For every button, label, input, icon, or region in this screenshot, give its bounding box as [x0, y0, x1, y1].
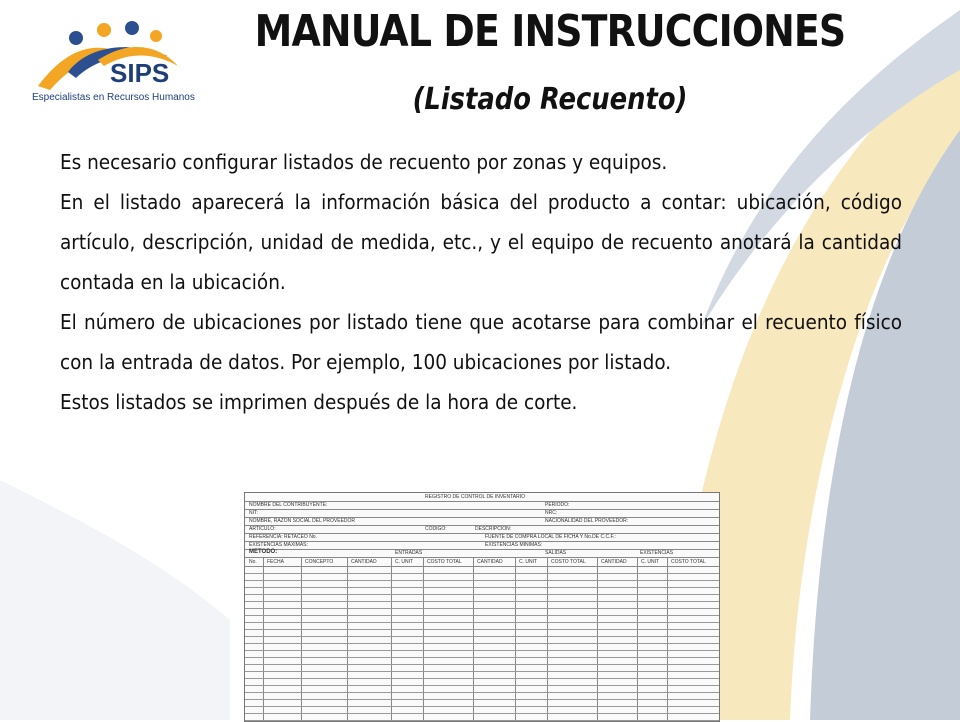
- form-field-label: FUENTE DE COMPRA LOCAL DE FICHA Y No.DE C.C.F.:: [485, 534, 616, 540]
- form-field-label: EXISTENCIAS MINIMAS:: [485, 542, 543, 548]
- grid-column-line: [473, 557, 474, 722]
- grid-column-line: [667, 557, 668, 722]
- form-field-label: CODIGO:: [425, 526, 447, 532]
- grid-row-line: [245, 622, 719, 623]
- form-title: REGISTRO DE CONTROL DE INVENTARIO: [425, 494, 526, 500]
- grid-row-line: [245, 643, 719, 644]
- paragraph: Estos listados se imprimen después de la hora de corte.: [60, 390, 578, 414]
- form-field-label: NOMBRE, RAZON SOCIAL DEL PROVEEDOR: [249, 518, 356, 524]
- grid-row-line: [245, 650, 719, 651]
- grid-row-line: [245, 664, 719, 665]
- grid-row-line: [245, 580, 719, 581]
- grid-column-line: [301, 557, 302, 722]
- form-field-label: DESCRIPCION:: [475, 526, 512, 532]
- grid-row-line: [245, 615, 719, 616]
- form-column-header: COSTO TOTAL: [427, 559, 462, 565]
- form-column-header-row: [245, 557, 719, 567]
- form-group-label: SALIDAS: [545, 550, 567, 556]
- form-column-header: CANTIDAD: [477, 559, 503, 565]
- form-column-header: C. UNIT: [519, 559, 538, 565]
- grid-row-line: [245, 671, 719, 672]
- logo-tagline: Especialistas en Recursos Humanos: [32, 92, 195, 103]
- form-metodo-label: METODO:: [249, 549, 278, 555]
- form-column-header: No.: [249, 559, 257, 565]
- paragraph: En el listado aparecerá la información básica del producto a contar: ubicación, código artículo, descripción, unidad de medida, etc., y el equipo de recuento anotará la cantidad contada en la ubicación.: [60, 190, 902, 294]
- grid-column-line: [391, 557, 392, 722]
- form-field-label: NRC:: [545, 510, 558, 516]
- form-column-header: FECHA: [267, 559, 284, 565]
- grid-column-line: [637, 557, 638, 722]
- grid-row-line: [245, 706, 719, 707]
- grid-column-line: [597, 557, 598, 722]
- form-column-header: C. UNIT: [395, 559, 414, 565]
- form-column-header: COSTO TOTAL: [671, 559, 706, 565]
- body-text: [60, 142, 902, 422]
- sips-logo-icon: [28, 16, 218, 96]
- grid-row-line: [245, 608, 719, 609]
- grid-column-line: [547, 557, 548, 722]
- grid-column-line: [515, 557, 516, 722]
- grid-row-line: [245, 692, 719, 693]
- form-column-header: CONCEPTO: [305, 559, 334, 565]
- page-subtitle: (Listado Recuento): [412, 82, 688, 117]
- inventory-form-image: [244, 492, 720, 722]
- grid-row-line: [245, 594, 719, 595]
- grid-column-line: [423, 557, 424, 722]
- form-field-label: NIT:: [249, 510, 258, 516]
- grid-column-line: [263, 557, 264, 722]
- paragraph: Es necesario configurar listados de recuento por zonas y equipos.: [60, 150, 668, 174]
- grid-row-line: [245, 720, 719, 721]
- paragraph: El número de ubicaciones por listado tiene que acotarse para combinar el recuento físico con la entrada de datos. Por ejemplo, 100 ubicaciones por listado.: [60, 310, 902, 374]
- grid-row-line: [245, 629, 719, 630]
- grid-row-line: [245, 636, 719, 637]
- form-column-header: CANTIDAD: [351, 559, 377, 565]
- form-column-header: C. UNIT: [641, 559, 660, 565]
- grid-row-line: [245, 601, 719, 602]
- logo-brand: SIPS: [110, 58, 170, 88]
- form-field-label: EXISTENCIAS MAXIMAS:: [249, 542, 308, 548]
- grid-row-line: [245, 685, 719, 686]
- grid-row-line: [245, 713, 719, 714]
- grid-row-line: [245, 657, 719, 658]
- grid-row-line: [245, 587, 719, 588]
- form-field-label: NOMBRE DEL CONTRIBUYENTE:: [249, 502, 328, 508]
- grid-row-line: [245, 573, 719, 574]
- form-group-label: EXISTENCIAS: [640, 550, 674, 556]
- form-field-label: REFERENCIA: RETACEO No.: [249, 534, 317, 540]
- form-column-header: COSTO TOTAL: [551, 559, 586, 565]
- form-field-label: NACIONALIDAD DEL PROVEEDOR:: [545, 518, 629, 524]
- grid-row-line: [245, 699, 719, 700]
- grid-column-line: [347, 557, 348, 722]
- page-title: MANUAL DE INSTRUCCIONES: [254, 6, 846, 57]
- form-group-label: ENTRADAS: [395, 550, 423, 556]
- form-field-label: PERIODO:: [545, 502, 570, 508]
- form-column-header: CANTIDAD: [601, 559, 627, 565]
- grid-row-line: [245, 678, 719, 679]
- form-field-label: ARTICULO:: [249, 526, 276, 532]
